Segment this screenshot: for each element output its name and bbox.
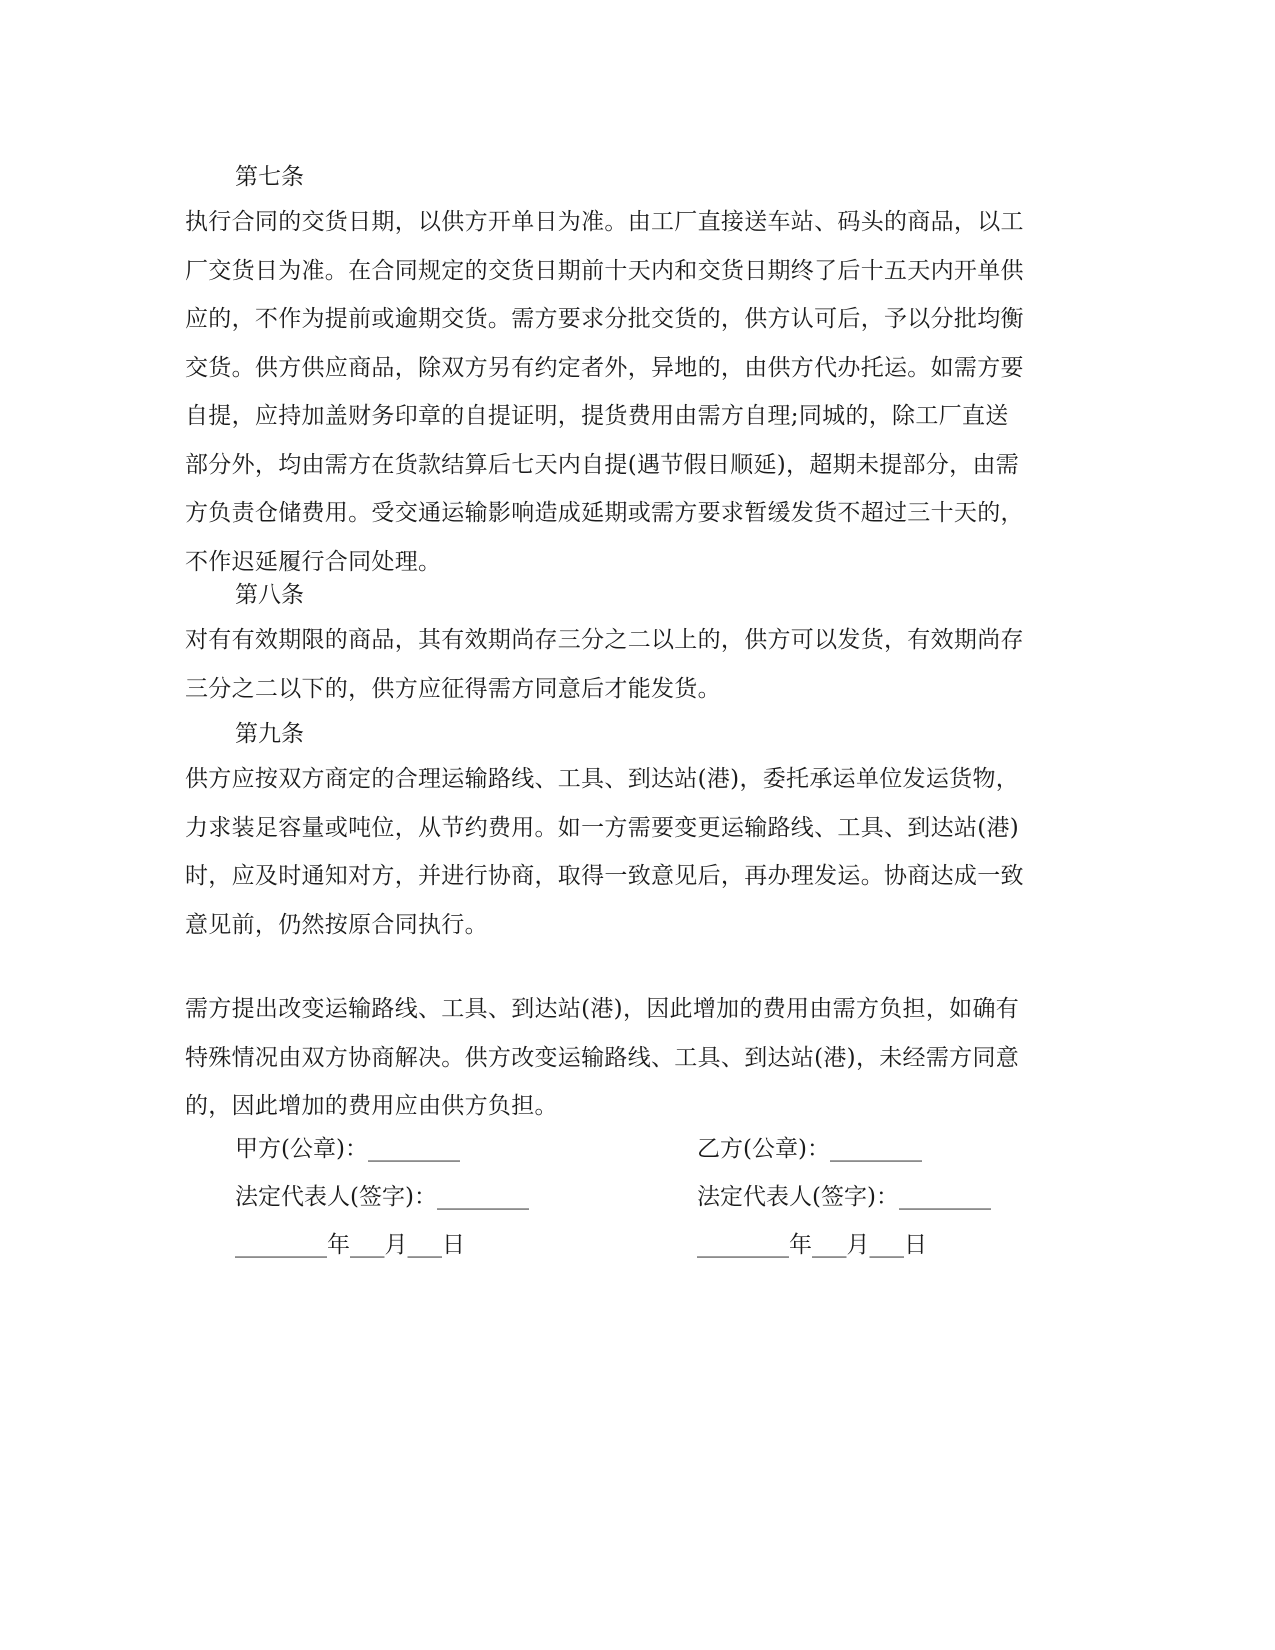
party-b-seal: 乙方(公章)：________ bbox=[697, 1136, 922, 1162]
text-line: 部分外，均由需方在货款结算后七天内自提(遇节假日顺延)，超期未提部分，由需 bbox=[185, 451, 1020, 478]
article-9-heading: 第九条 bbox=[235, 721, 304, 747]
text-line: 执行合同的交货日期，以供方开单日为准。由工厂直接送车站、码头的商品，以工 bbox=[185, 209, 1024, 235]
party-b-date: ________年___月___日 bbox=[697, 1232, 927, 1258]
text-line: 对有有效期限的商品，其有效期尚存三分之二以上的，供方可以发货，有效期尚存 bbox=[185, 627, 1024, 653]
text-line: 自提，应持加盖财务印章的自提证明，提货费用由需方自理;同城的，除工厂直送 bbox=[185, 403, 1009, 429]
text-line: 厂交货日为准。在合同规定的交货日期前十天内和交货日期终了后十五天内开单供 bbox=[185, 257, 1024, 284]
text-line: 应的，不作为提前或逾期交货。需方要求分批交货的，供方认可后，予以分批均衡 bbox=[185, 306, 1024, 332]
text-line: 特殊情况由双方协商解决。供方改变运输路线、工具、到达站(港)，未经需方同意 bbox=[185, 1044, 1020, 1071]
text-line: 不作迟延履行合同处理。 bbox=[185, 548, 442, 575]
text-line: 方负责仓储费用。受交通运输影响造成延期或需方要求暂缓发货不超过三十天的， bbox=[185, 500, 1024, 526]
text-line: 的，因此增加的费用应由供方负担。 bbox=[185, 1093, 558, 1119]
article-7-heading: 第七条 bbox=[235, 164, 304, 190]
article-9-body bbox=[185, 755, 1085, 949]
text-line: 三分之二以下的，供方应征得需方同意后才能发货。 bbox=[185, 675, 721, 702]
text-line: 交货。供方供应商品，除双方另有约定者外，异地的，由供方代办托运。如需方要 bbox=[185, 354, 1024, 381]
article-8-body bbox=[185, 616, 1085, 713]
text-line: 力求装足容量或吨位，从节约费用。如一方需要变更运输路线、工具、到达站(港) bbox=[185, 814, 1020, 841]
party-b-representative: 法定代表人(签字)：________ bbox=[697, 1184, 991, 1210]
text-line: 意见前，仍然按原合同执行。 bbox=[185, 911, 488, 938]
text-line: 需方提出改变运输路线、工具、到达站(港)，因此增加的费用由需方负担，如确有 bbox=[185, 996, 1020, 1022]
party-a-date: ________年___月___日 bbox=[235, 1232, 465, 1258]
text-line: 时，应及时通知对方，并进行协商，取得一致意见后，再办理发运。协商达成一致 bbox=[185, 863, 1024, 889]
party-a-representative: 法定代表人(签字)：________ bbox=[235, 1184, 529, 1210]
text-line: 供方应按双方商定的合理运输路线、工具、到达站(港)，委托承运单位发运货物， bbox=[185, 766, 1020, 792]
article-7-body bbox=[185, 198, 1085, 586]
article-8-heading: 第八条 bbox=[235, 582, 304, 608]
extra-paragraph bbox=[185, 985, 1085, 1131]
party-a-seal: 甲方(公章)：________ bbox=[235, 1136, 460, 1162]
